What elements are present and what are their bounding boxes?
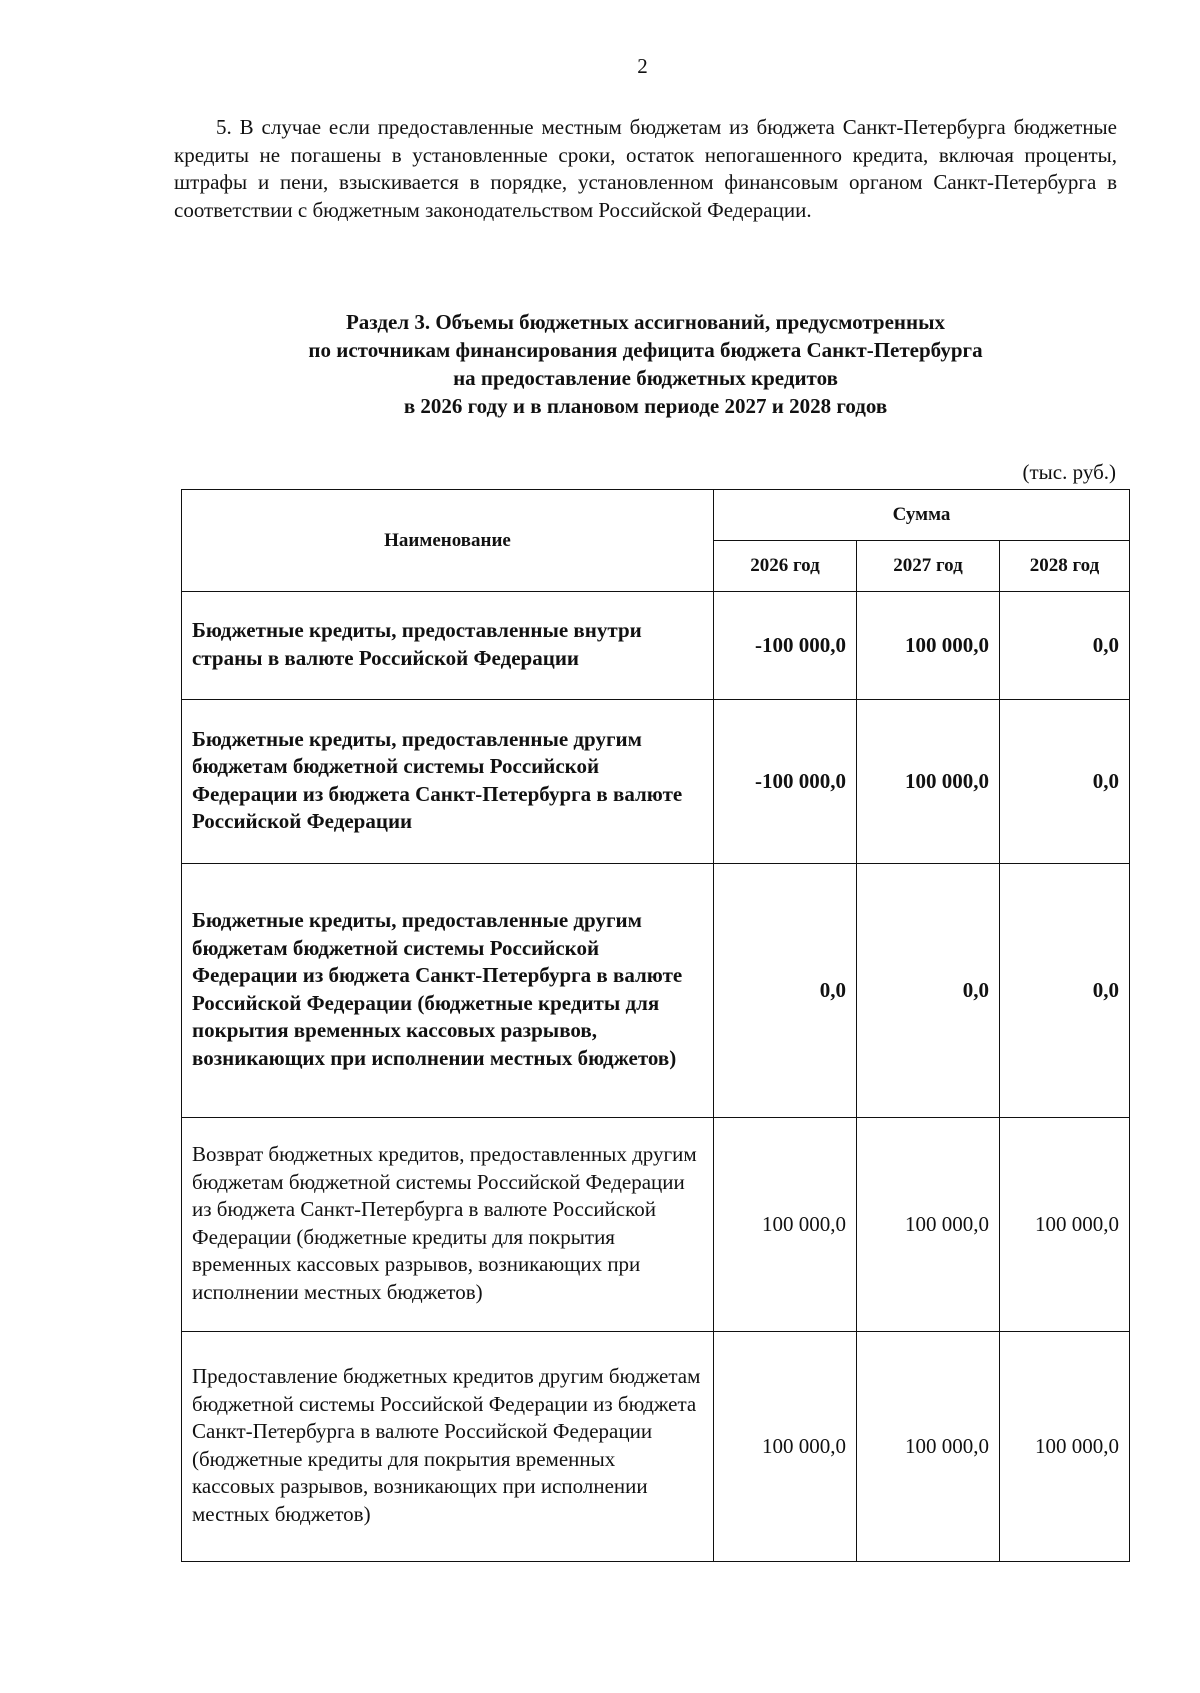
row-value-2027: 100 000,0 bbox=[857, 700, 1000, 864]
header-year-2026: 2026 год bbox=[714, 541, 857, 592]
table-row bbox=[182, 864, 1130, 1118]
row-value-2028: 0,0 bbox=[1000, 864, 1130, 1118]
row-value-2027: 100 000,0 bbox=[857, 1332, 1000, 1562]
row-value-2027: 100 000,0 bbox=[857, 1118, 1000, 1332]
unit-label: (тыс. руб.) bbox=[1022, 460, 1116, 484]
section-title-line: по источникам финансирования дефицита бюджета Санкт-Петербурга bbox=[308, 338, 983, 362]
section-title-line: Раздел 3. Объемы бюджетных ассигнований, предусмотренных bbox=[345, 310, 946, 334]
paragraph-5: 5. В случае если предоставленные местным бюджетам из бюджета Санкт-Петербурга бюджетные кредиты не погашены в установленные сроки, остаток непогашенного кредита, включая проценты, штрафы и пени, взыскивается в порядке, установленном финансовым органом Санкт-Петербурга в соответствии с бюджетным законодательством Российской Федерации. bbox=[174, 115, 1117, 222]
page-number: 2 bbox=[637, 54, 648, 78]
row-name: Предоставление бюджетных кредитов другим бюджетам бюджетной системы Российской Федерации из бюджета Санкт-Петербурга в валюте Российской Федерации (бюджетные кредиты для покрытия временных кассовых разрывов, возникающих при исполнении местных бюджетов) bbox=[182, 1332, 714, 1562]
row-value-2028: 100 000,0 bbox=[1000, 1332, 1130, 1562]
row-value-2028: 0,0 bbox=[1000, 700, 1130, 864]
row-value-2028: 100 000,0 bbox=[1000, 1118, 1130, 1332]
budget-table bbox=[181, 489, 1130, 1562]
header-year-2027: 2027 год bbox=[857, 541, 1000, 592]
row-name: Бюджетные кредиты, предоставленные другим бюджетам бюджетной системы Российской Федерации из бюджета Санкт-Петербурга в валюте Российской Федерации (бюджетные кредиты для покрытия временных кассовых разрывов, возникающих при исполнении местных бюджетов) bbox=[182, 864, 714, 1118]
header-sum: Сумма bbox=[714, 490, 1130, 541]
row-name: Возврат бюджетных кредитов, предоставленных другим бюджетам бюджетной системы Российской Федерации из бюджета Санкт-Петербурга в валюте Российской Федерации (бюджетные кредиты для покрытия временных кассовых разрывов, возникающих при исполнении местных бюджетов) bbox=[182, 1118, 714, 1332]
header-year-2028: 2028 год bbox=[1000, 541, 1130, 592]
table-row bbox=[182, 700, 1130, 864]
row-value-2027: 0,0 bbox=[857, 864, 1000, 1118]
table-row bbox=[182, 592, 1130, 700]
row-value-2026: 100 000,0 bbox=[714, 1118, 857, 1332]
row-name: Бюджетные кредиты, предоставленные внутри страны в валюте Российской Федерации bbox=[182, 592, 714, 700]
row-value-2027: 100 000,0 bbox=[857, 592, 1000, 700]
row-value-2026: 100 000,0 bbox=[714, 1332, 857, 1562]
row-value-2026: -100 000,0 bbox=[714, 592, 857, 700]
row-value-2026: -100 000,0 bbox=[714, 700, 857, 864]
table-row bbox=[182, 1118, 1130, 1332]
row-value-2028: 0,0 bbox=[1000, 592, 1130, 700]
row-value-2026: 0,0 bbox=[714, 864, 857, 1118]
section-title-line: на предоставление бюджетных кредитов bbox=[453, 366, 838, 390]
section-title bbox=[174, 308, 1117, 420]
row-name: Бюджетные кредиты, предоставленные другим бюджетам бюджетной системы Российской Федерации из бюджета Санкт-Петербурга в валюте Российской Федерации bbox=[182, 700, 714, 864]
table-row bbox=[182, 1332, 1130, 1562]
header-name: Наименование bbox=[182, 490, 714, 592]
section-title-line: в 2026 году и в плановом периоде 2027 и 2028 годов bbox=[403, 394, 888, 418]
